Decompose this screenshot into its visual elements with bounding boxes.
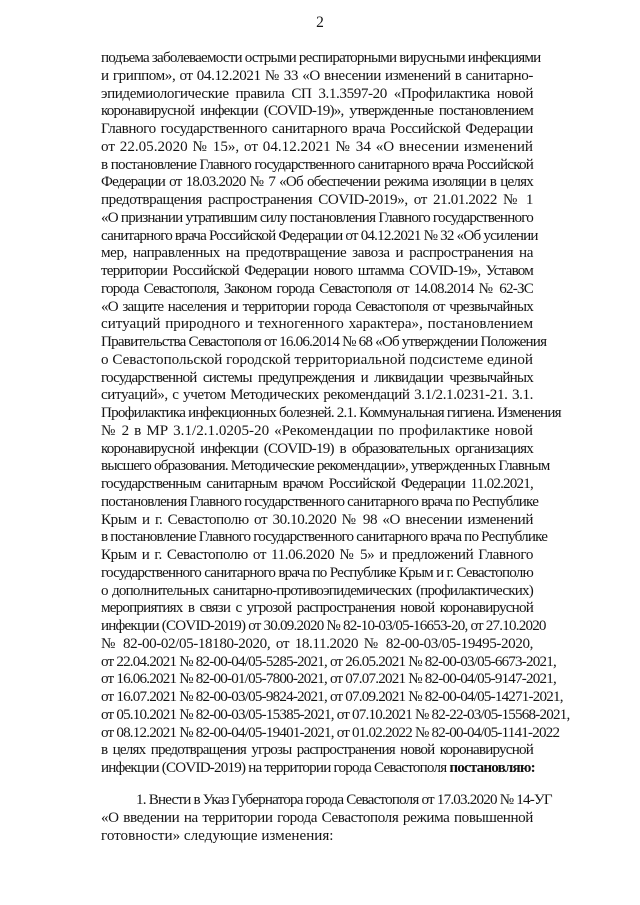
text-line: от 22.04.2021 № 82-00-04/05-5285-2021, от 26.05.2021 № 82-00-03/05-6673-2021, (101, 653, 556, 670)
text-line: Правительства Севастополя от 16.06.2014 № 68 «Об утверждении Положения (101, 334, 547, 350)
text-line: «О признании утратившим силу постановления Главного государственного (101, 209, 533, 226)
text-line: от 08.12.2021 № 82-00-04/05-19401-2021, от 01.02.2022 № 82-00-04/05-1141-2022 (101, 724, 560, 741)
text-line: от 16.06.2021 № 82-00-01/05-7800-2021, от 07.07.2021 № 82-00-04/05-9147-2021, (101, 671, 556, 688)
decree-keyword: постановляю: (449, 760, 535, 776)
text-line: «О защите населения и территории города Севастополя от чрезвычайных (101, 298, 533, 315)
text-line: постановления Главного государственного санитарного врача по Республике (101, 493, 539, 510)
text-line: и гриппом», от 04.12.2021 № 33 «О внесении изменений в санитарно- (101, 67, 533, 84)
text-line: от 05.10.2021 № 82-00-03/05-15385-2021, от 07.10.2021 № 82-22-03/05-15568-2021, (101, 706, 570, 723)
preamble-paragraph (101, 50, 570, 778)
text-line: ситуаций природного и техногенного характера», постановлением (101, 316, 533, 333)
text-line: территории Российской Федерации нового штамма COVID-19», Уставом (101, 263, 533, 279)
text-line: подъема заболеваемости острыми респираторными вирусными инфекциями (101, 50, 541, 66)
text-line: от 16.07.2021 № 82-00-03/05-9824-2021, от 07.09.2021 № 82-00-04/05-14271-2021, (101, 689, 563, 705)
text-line: санитарного врача Российской Федерации от 04.12.2021 № 32 «Об усилении (101, 227, 538, 244)
text-line: предотвращения распространения COVID-2019», от 21.01.2022 № 1 (101, 192, 533, 208)
text-line: Профилактика инфекционных болезней. 2.1. Коммунальная гигиена. Изменения (101, 405, 561, 421)
text-line: высшего образования. Методические рекомендации», утвержденных Главным (101, 458, 550, 475)
text-line: Крым и г. Севастополю от 11.06.2020 № 5» и предложений Главного (101, 547, 533, 563)
text-line: готовности» следующие изменения: (101, 827, 334, 844)
text-line: 1. Внести в Указ Губернатора города Севастополя от 17.03.2020 № 14-УГ (136, 792, 552, 808)
text-line: о Севастопольской городской территориальной подсистеме единой (101, 351, 533, 368)
text-line: в постановление Главного государственного санитарного врача Российской (101, 156, 533, 173)
text-line: в целях предотвращения угрозы распространения новой коронавирусной (101, 742, 533, 759)
text-line: Крым и г. Севастополю от 30.10.2020 № 98 «О внесении изменений (101, 511, 533, 528)
text-line-final (101, 760, 533, 778)
text-line: государственного санитарного врача по Республике Крым и г. Севастополю (101, 564, 533, 581)
page-number: 2 (316, 14, 324, 31)
text-line: государственной системы предупреждения и ликвидации чрезвычайных (101, 369, 533, 386)
text-line: ситуаций», с учетом Методических рекомендаций 3.1/2.1.0231-21. 3.1. (101, 387, 533, 404)
point-1-paragraph (101, 792, 552, 845)
text-line: государственным санитарным врачом Российской Федерации 11.02.2021, (101, 476, 533, 492)
text-line: мероприятиях в связи с угрозой распространения новой коронавирусной (101, 600, 533, 617)
text-line: Главного государственного санитарного врача Российской Федерации (101, 121, 533, 137)
text-line: в постановление Главного государственного санитарного врача по Республике (101, 529, 548, 546)
text-line: коронавирусной инфекции (COVID-19)», утвержденные постановлением (101, 103, 533, 120)
text-line: инфекции (COVID-2019) от 30.09.2020 № 82-10-03/05-16653-20, от 27.10.2020 (101, 618, 546, 634)
text-line: № 2 в МР 3.1/2.1.0205-20 «Рекомендации по профилактике новой (101, 422, 533, 439)
text-line: коронавирусной инфекции (COVID-19) в образовательных организациях (101, 440, 533, 457)
text-line: эпидемиологические правила СП 3.1.3597-20 «Профилактика новой (101, 85, 533, 102)
text-line: Федерации от 18.03.2020 № 7 «Об обеспечении режима изоляции в целях (101, 174, 533, 191)
text-line: о дополнительных санитарно-противоэпидемических (профилактических) (101, 582, 533, 599)
text-line: «О введении на территории города Севастополя режима повышенной (101, 809, 533, 826)
text-line: города Севастополя, Законом города Севастополя от 14.08.2014 № 62-ЗС (101, 280, 533, 297)
text-line: от 22.05.2020 № 15», от 04.12.2021 № 34 «О внесении изменений (101, 138, 533, 155)
text-line: мер, направленных на предотвращение завоза и распространения на (101, 245, 533, 262)
text-line: № 82-00-02/05-18180-2020, от 18.11.2020 № 82-00-03/05-19495-2020, (101, 635, 533, 652)
final-line-text: инфекции (COVID-2019) на территории города Севастополя (101, 760, 450, 776)
